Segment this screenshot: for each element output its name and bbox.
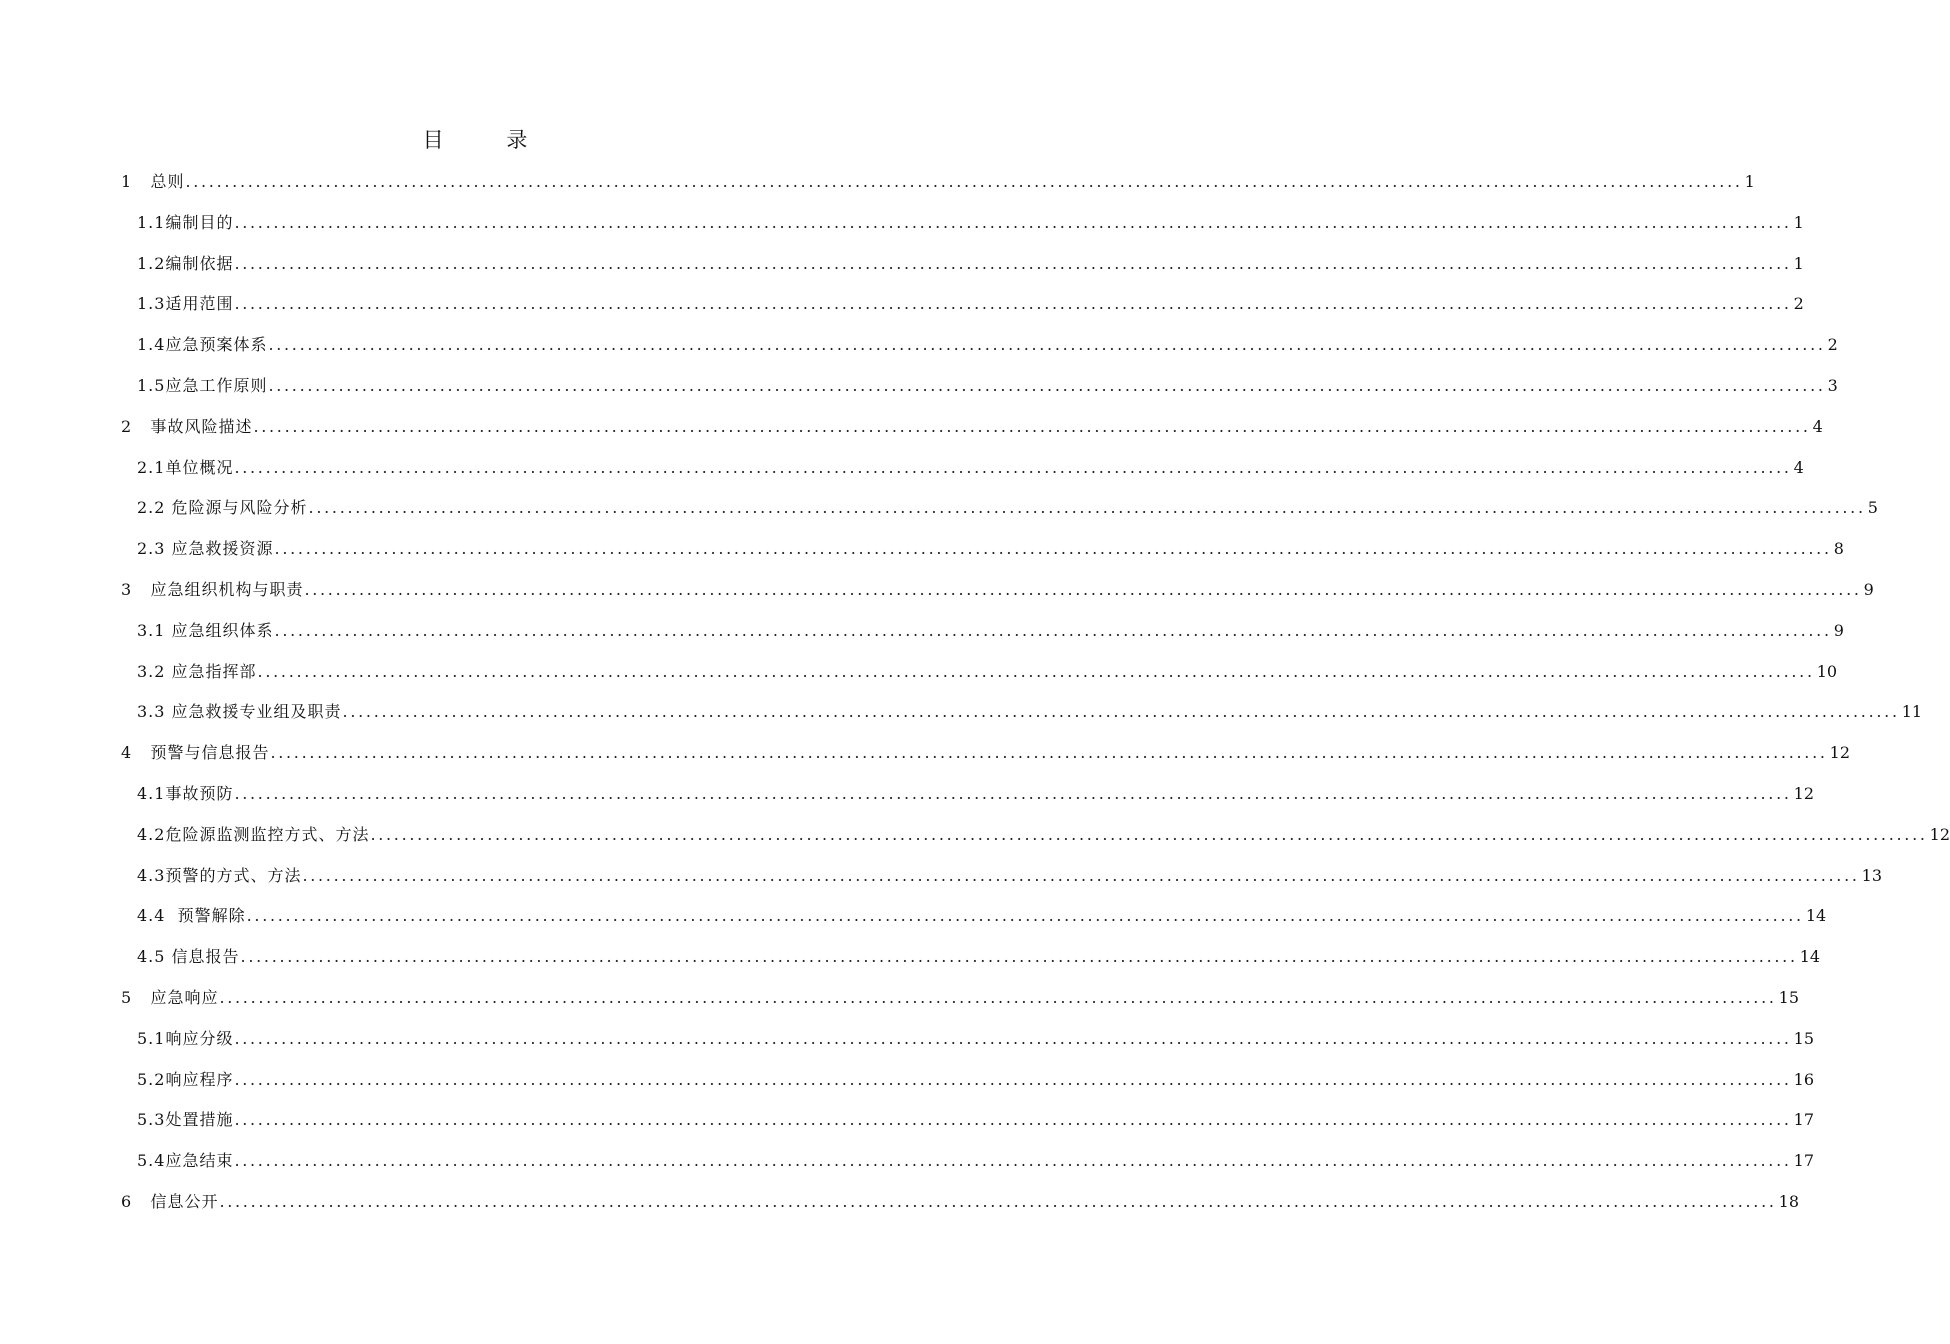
toc-entry[interactable] bbox=[137, 1058, 1814, 1090]
toc-entry-page-number: 14 bbox=[1799, 947, 1821, 967]
toc-entry[interactable] bbox=[137, 486, 1878, 518]
toc-entry[interactable] bbox=[121, 160, 1755, 192]
toc-dot-leader: ........................................................................................................................................................................................................ bbox=[185, 172, 1743, 191]
toc-entry-page-number: 17 bbox=[1793, 1110, 1814, 1130]
toc-entry-label: 2.1单位概况 bbox=[137, 457, 234, 477]
toc-entry[interactable] bbox=[137, 690, 1923, 722]
toc-dot-leader: ........................................................................................................................................................................................................ bbox=[234, 1110, 1792, 1130]
toc-entry-label: 5.2响应程序 bbox=[137, 1069, 234, 1089]
toc-entry[interactable] bbox=[121, 731, 1850, 763]
toc-dot-leader: ........................................................................................................................................................................................................ bbox=[234, 294, 1792, 314]
toc-entry[interactable] bbox=[137, 935, 1821, 967]
toc-entry[interactable] bbox=[137, 772, 1814, 804]
toc-entry-label: 4.3预警的方式、方法 bbox=[137, 865, 302, 885]
toc-entry-page-number: 4 bbox=[1812, 416, 1823, 436]
toc-dot-leader: ........................................................................................................................................................................................................ bbox=[219, 988, 1777, 1007]
toc-entry-page-number: 12 bbox=[1929, 824, 1950, 844]
toc-dot-leader: ........................................................................................................................................................................................................ bbox=[268, 335, 1826, 355]
toc-entry-label: 4.4 预警解除 bbox=[137, 906, 246, 926]
toc-dot-leader: ........................................................................................................................................................................................................ bbox=[257, 661, 1815, 681]
toc-dot-leader: ........................................................................................................................................................................................................ bbox=[370, 824, 1928, 844]
toc-entry-label: 1.2编制依据 bbox=[137, 253, 234, 273]
toc-entry[interactable] bbox=[137, 1098, 1814, 1130]
toc-entry-page-number: 13 bbox=[1861, 865, 1882, 885]
toc-dot-leader: ........................................................................................................................................................................................................ bbox=[234, 212, 1792, 232]
toc-dot-leader: ........................................................................................................................................................................................................ bbox=[234, 1069, 1792, 1089]
toc-entry-label: 3.2 应急指挥部 bbox=[137, 661, 257, 681]
toc-entry[interactable] bbox=[137, 1139, 1814, 1171]
toc-dot-leader: ........................................................................................................................................................................................................ bbox=[234, 457, 1792, 477]
toc-dot-leader: ........................................................................................................................................................................................................ bbox=[268, 376, 1826, 395]
toc-dot-leader: ........................................................................................................................................................................................................ bbox=[234, 1151, 1792, 1171]
toc-entry[interactable] bbox=[137, 446, 1804, 478]
toc-entry-label: 4 预警与信息报告 bbox=[121, 743, 270, 763]
toc-entry-page-number: 11 bbox=[1901, 702, 1923, 722]
toc-entry-page-number: 12 bbox=[1829, 743, 1850, 763]
toc-dot-leader: ........................................................................................................................................................................................................ bbox=[219, 1192, 1777, 1211]
toc-entry-label: 1.3适用范围 bbox=[137, 294, 234, 314]
toc-entry[interactable] bbox=[121, 405, 1823, 437]
toc-dot-leader: ........................................................................................................................................................................................................ bbox=[234, 784, 1792, 803]
toc-dot-leader: ........................................................................................................................................................................................................ bbox=[270, 743, 1828, 763]
toc-entry-page-number: 2 bbox=[1827, 335, 1838, 355]
toc-dot-leader: ........................................................................................................................................................................................................ bbox=[274, 539, 1832, 559]
toc-entry-label: 1 总则 bbox=[121, 172, 185, 191]
toc-entry[interactable] bbox=[137, 1017, 1814, 1049]
toc-entry-page-number: 9 bbox=[1863, 580, 1874, 599]
toc-entry-page-number: 2 bbox=[1793, 294, 1804, 314]
toc-entry-page-number: 9 bbox=[1833, 620, 1844, 640]
toc-entry-label: 2 事故风险描述 bbox=[121, 416, 253, 436]
toc-entry[interactable] bbox=[137, 894, 1827, 926]
toc-entry-label: 2.2 危险源与风险分析 bbox=[137, 498, 308, 518]
toc-dot-leader: ........................................................................................................................................................................................................ bbox=[240, 947, 1798, 967]
toc-entry-page-number: 1 bbox=[1744, 172, 1755, 191]
toc-entry-page-number: 5 bbox=[1867, 498, 1878, 518]
toc-entry-page-number: 15 bbox=[1778, 988, 1799, 1007]
toc-dot-leader: ........................................................................................................................................................................................................ bbox=[253, 416, 1811, 436]
toc-entry[interactable] bbox=[137, 201, 1804, 233]
toc-entry-label: 5 应急响应 bbox=[121, 988, 219, 1007]
toc-entry-label: 2.3 应急救援资源 bbox=[137, 539, 274, 559]
toc-entry[interactable] bbox=[137, 242, 1804, 274]
toc-title: 目 录 bbox=[422, 128, 556, 152]
toc-dot-leader: ........................................................................................................................................................................................................ bbox=[342, 702, 1900, 722]
toc-dot-leader: ........................................................................................................................................................................................................ bbox=[302, 865, 1860, 885]
toc-entry[interactable] bbox=[137, 650, 1838, 682]
toc-entry-page-number: 14 bbox=[1805, 906, 1827, 926]
toc-entry-label: 6 信息公开 bbox=[121, 1192, 219, 1211]
toc-entry[interactable] bbox=[137, 854, 1882, 886]
toc-entry[interactable] bbox=[137, 527, 1844, 559]
toc-entry[interactable] bbox=[121, 1180, 1799, 1212]
toc-entry-page-number: 15 bbox=[1793, 1028, 1814, 1048]
toc-entry-label: 5.3处置措施 bbox=[137, 1110, 234, 1130]
toc-dot-leader: ........................................................................................................................................................................................................ bbox=[274, 620, 1832, 640]
toc-entry-label: 4.5 信息报告 bbox=[137, 947, 240, 967]
toc-entry[interactable] bbox=[121, 976, 1799, 1008]
toc-entry-label: 3.1 应急组织体系 bbox=[137, 620, 274, 640]
toc-entry-label: 1.5应急工作原则 bbox=[137, 376, 268, 395]
toc-dot-leader: ........................................................................................................................................................................................................ bbox=[304, 580, 1862, 599]
toc-entry-page-number: 1 bbox=[1793, 212, 1804, 232]
toc-entry[interactable] bbox=[137, 813, 1950, 845]
toc-entry-page-number: 3 bbox=[1827, 376, 1838, 395]
toc-entry-label: 1.4应急预案体系 bbox=[137, 335, 268, 355]
toc-entry[interactable] bbox=[121, 568, 1874, 600]
toc-entry-label: 3 应急组织机构与职责 bbox=[121, 580, 304, 599]
toc-dot-leader: ........................................................................................................................................................................................................ bbox=[246, 906, 1804, 926]
toc-entry-label: 4.2危险源监测监控方式、方法 bbox=[137, 824, 370, 844]
toc-entry-page-number: 10 bbox=[1816, 661, 1838, 681]
toc-dot-leader: ........................................................................................................................................................................................................ bbox=[234, 1028, 1792, 1048]
toc-entry-page-number: 12 bbox=[1793, 784, 1814, 803]
toc-entry[interactable] bbox=[137, 282, 1804, 314]
toc-entry-page-number: 16 bbox=[1793, 1069, 1814, 1089]
toc-entry-label: 3.3 应急救援专业组及职责 bbox=[137, 702, 342, 722]
toc-entry-label: 5.4应急结束 bbox=[137, 1151, 234, 1171]
toc-entry-page-number: 17 bbox=[1793, 1151, 1814, 1171]
toc-entry[interactable] bbox=[137, 609, 1844, 641]
toc-entry-label: 4.1事故预防 bbox=[137, 784, 234, 803]
toc-entry-page-number: 4 bbox=[1793, 457, 1804, 477]
toc-entry-label: 5.1响应分级 bbox=[137, 1028, 234, 1048]
toc-entry-page-number: 18 bbox=[1778, 1192, 1799, 1211]
toc-entry-page-number: 8 bbox=[1833, 539, 1844, 559]
toc-entry-page-number: 1 bbox=[1793, 253, 1804, 273]
toc-entry-label: 1.1编制目的 bbox=[137, 212, 234, 232]
toc-dot-leader: ........................................................................................................................................................................................................ bbox=[234, 253, 1792, 273]
toc-entry[interactable] bbox=[137, 364, 1838, 396]
toc-entry[interactable] bbox=[137, 323, 1838, 355]
toc-dot-leader: ........................................................................................................................................................................................................ bbox=[308, 498, 1866, 518]
